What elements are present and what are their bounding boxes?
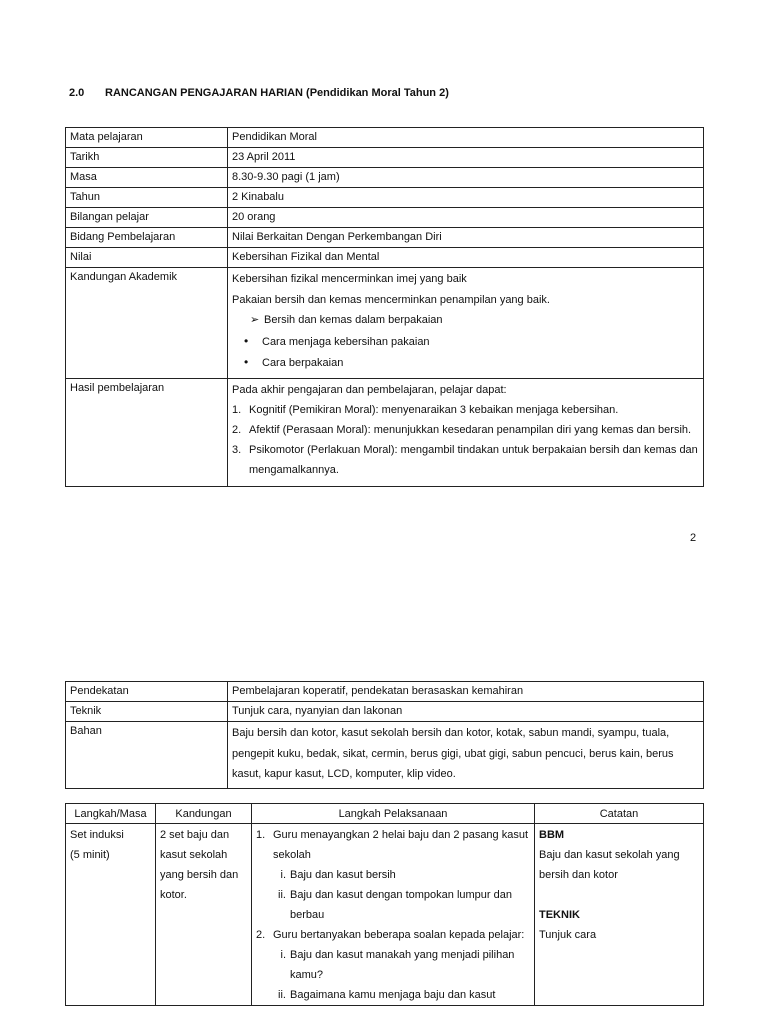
info-label: Nilai bbox=[66, 248, 228, 268]
catatan-text: Tunjuk cara bbox=[539, 929, 597, 941]
table-row bbox=[66, 228, 704, 248]
section-heading bbox=[69, 87, 449, 99]
kandungan-line: Kebersihan fizikal mencerminkan imej yang baik bbox=[232, 273, 467, 285]
column-header: Langkah Pelaksanaan bbox=[252, 804, 535, 824]
info-label: Bilangan pelajar bbox=[66, 208, 228, 228]
info-label: Tahun bbox=[66, 188, 228, 208]
table-row bbox=[66, 824, 704, 1006]
steps-cell bbox=[252, 824, 535, 1006]
table-row bbox=[66, 702, 704, 722]
approach-label: Teknik bbox=[66, 702, 228, 722]
table-row bbox=[66, 208, 704, 228]
approach-table bbox=[65, 681, 704, 789]
list-item: 1. Guru menayangkan 2 helai baju dan 2 pasang kasut sekolah bbox=[256, 829, 529, 861]
catatan-heading: BBM bbox=[539, 829, 565, 841]
approach-value: Tunjuk cara, nyanyian dan lakonan bbox=[228, 702, 704, 722]
list-item: i. Baju dan kasut bersih bbox=[280, 869, 396, 881]
catatan-heading: TEKNIK bbox=[539, 909, 580, 921]
table-row bbox=[66, 188, 704, 208]
list-item: 2. Afektif (Perasaan Moral): menunjukkan kesedaran penampilan diri yang kemas dan bersih. bbox=[232, 424, 692, 436]
approach-label: Bahan bbox=[66, 722, 228, 789]
column-header: Catatan bbox=[535, 804, 704, 824]
lesson-plan-table bbox=[65, 803, 704, 1006]
list-item: ii. Bagaimana kamu menjaga baju dan kasut bbox=[278, 989, 496, 1001]
info-value: 8.30-9.30 pagi (1 jam) bbox=[228, 168, 704, 188]
info-label: Kandungan Akademik bbox=[66, 268, 228, 379]
kandungan-cell: 2 set baju dan kasut sekolah yang bersih dan kotor. bbox=[156, 824, 252, 1006]
catatan-text: Baju dan kasut sekolah yang bersih dan kotor bbox=[539, 849, 680, 881]
info-label: Hasil pembelajaran bbox=[66, 378, 228, 487]
lesson-info-table bbox=[65, 127, 704, 487]
info-value: 2 Kinabalu bbox=[228, 188, 704, 208]
list-item: i. Baju dan kasut manakah yang menjadi pilihan kamu? bbox=[280, 949, 515, 981]
arrow-bullet-icon: ➢ bbox=[250, 314, 260, 326]
section-title: RANCANGAN PENGAJARAN HARIAN (Pendidikan Moral Tahun 2) bbox=[105, 87, 449, 99]
table-row-hasil bbox=[66, 378, 704, 487]
info-value: Kebersihan Fizikal dan Mental bbox=[228, 248, 704, 268]
table-row-kandungan bbox=[66, 268, 704, 379]
kandungan-cell bbox=[228, 268, 704, 379]
list-item: • Cara menjaga kebersihan pakaian bbox=[232, 331, 699, 353]
approach-value: Baju bersih dan kotor, kasut sekolah bersih dan kotor, kotak, sabun mandi, syampu, tuala, pengepit kuku, bedak, sikat, cermin, berus gigi, ubat gigi, sabun pencuci, berus kain, berus kasut, kapur kasut, LCD, komputer, klip video. bbox=[228, 722, 704, 789]
section-number: 2.0 bbox=[69, 87, 85, 99]
table-row bbox=[66, 128, 704, 148]
langkah-cell: Set induksi (5 minit) bbox=[66, 824, 156, 1006]
info-value: Pendidikan Moral bbox=[228, 128, 704, 148]
info-label: Tarikh bbox=[66, 148, 228, 168]
catatan-cell bbox=[535, 824, 704, 1006]
info-value: Nilai Berkaitan Dengan Perkembangan Diri bbox=[228, 228, 704, 248]
list-item: 3. Psikomotor (Perlakuan Moral): mengambil tindakan untuk berpakaian bersih dan kemas dan mengamalkannya. bbox=[232, 444, 698, 476]
table-row bbox=[66, 682, 704, 702]
info-label: Mata pelajaran bbox=[66, 128, 228, 148]
list-item: ➢ Bersih dan kemas dalam berpakaian bbox=[232, 310, 699, 331]
list-item: • Cara berpakaian bbox=[232, 352, 699, 374]
approach-label: Pendekatan bbox=[66, 682, 228, 702]
list-item: ii. Baju dan kasut dengan tompokan lumpur dan berbau bbox=[278, 889, 512, 921]
table-row bbox=[66, 148, 704, 168]
table-header-row bbox=[66, 804, 704, 824]
table-row bbox=[66, 722, 704, 789]
approach-value: Pembelajaran koperatif, pendekatan berasaskan kemahiran bbox=[228, 682, 704, 702]
page-number: 2 bbox=[690, 532, 697, 544]
info-label: Masa bbox=[66, 168, 228, 188]
table-row bbox=[66, 168, 704, 188]
hasil-cell bbox=[228, 378, 704, 487]
column-header: Kandungan bbox=[156, 804, 252, 824]
list-item: 2. Guru bertanyakan beberapa soalan kepada pelajar: bbox=[256, 929, 525, 941]
info-value: 20 orang bbox=[228, 208, 704, 228]
list-item: 1. Kognitif (Pemikiran Moral): menyenaraikan 3 kebaikan menjaga kebersihan. bbox=[232, 404, 619, 416]
info-label: Bidang Pembelajaran bbox=[66, 228, 228, 248]
info-value: 23 April 2011 bbox=[228, 148, 704, 168]
hasil-intro: Pada akhir pengajaran dan pembelajaran, pelajar dapat: bbox=[232, 383, 507, 396]
kandungan-line: Pakaian bersih dan kemas mencerminkan penampilan yang baik. bbox=[232, 293, 550, 306]
table-row bbox=[66, 248, 704, 268]
column-header: Langkah/Masa bbox=[66, 804, 156, 824]
